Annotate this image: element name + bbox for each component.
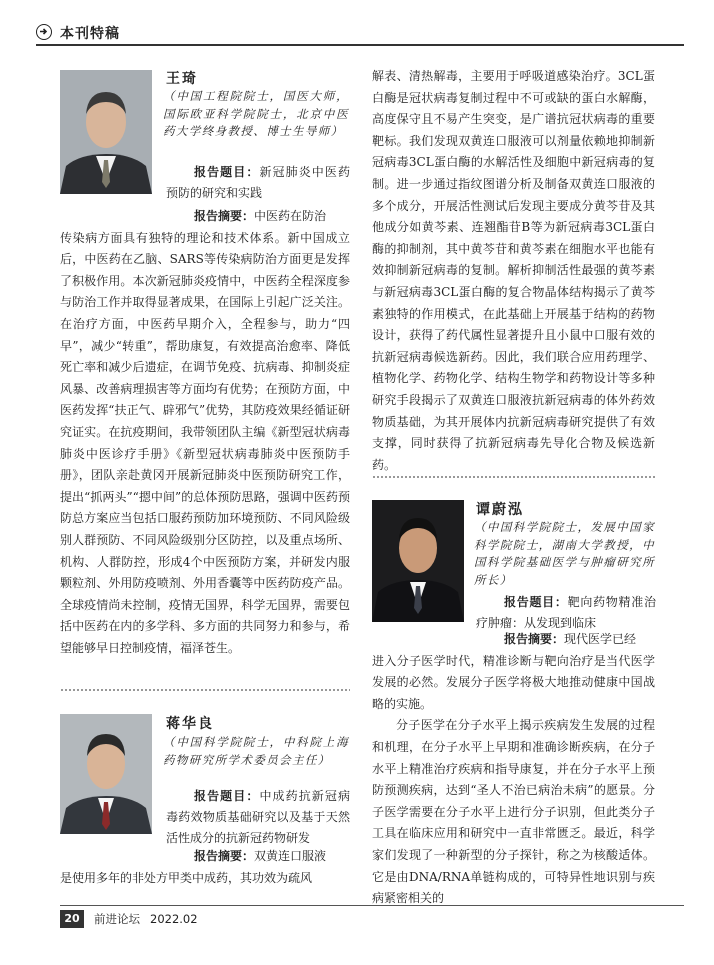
section-title: 本刊特稿 <box>60 26 120 42</box>
report-title-label: 报告题目： <box>194 789 260 803</box>
abstract-head: 中医药在防治 <box>254 209 327 223</box>
expert-abstract <box>60 846 350 889</box>
report-title <box>476 592 656 634</box>
page-number: 20 <box>60 910 84 928</box>
expert-abstract <box>60 206 350 659</box>
expert-name: 谭蔚泓 <box>476 502 524 518</box>
expert-photo-wang-qi <box>60 70 152 194</box>
expert-abstract-continued <box>372 66 655 476</box>
journal-name: 前进论坛 <box>94 912 140 926</box>
report-title-label: 报告题目： <box>194 165 260 179</box>
abstract-label: 报告摘要： <box>504 632 565 646</box>
report-title <box>166 162 350 204</box>
journal-info <box>94 911 198 927</box>
page-header <box>0 0 714 46</box>
report-title-text: 靶向药物精准治疗肿瘤：从发现到临床 <box>476 595 656 630</box>
header-rule <box>36 44 684 46</box>
page-footer <box>0 905 714 935</box>
report-title-text: 新冠肺炎中医药预防的研究和实践 <box>166 165 350 200</box>
abstract-head: 现代医学已经 <box>564 632 637 646</box>
abstract-head: 双黄连口服液 <box>254 849 327 863</box>
expert-name: 蒋华良 <box>166 716 214 732</box>
expert-name: 王琦 <box>166 71 198 87</box>
abstract-text: 是使用多年的非处方甲类中成药，其功效为疏风 <box>60 870 313 885</box>
arrow-right-circle-icon <box>36 24 52 40</box>
section-separator <box>372 474 655 480</box>
report-title <box>166 786 350 849</box>
abstract-text: 传染病方面具有独特的理论和技术体系。新中国成立后，中医药在乙脑、SARS等传染病防治方面更是发挥了积极作用。本次新冠肺炎疫情中，中医药全程深度参与防治工作并取得显著成果，在国际上引起广泛关注。在治疗方面，中医药早期介入，全程参与，助力“四早”，减少“转重”，帮助康复，有效提高治愈率、降低死亡率和减少后遗症，在调节免疫、抗病毒、抑制炎症风暴、改善病理损害等方面均有优势；在预防方面，中医药发挥“扶正气、辟邪气”优势，其防疫效果经循证研究证实。在抗疫期间，我带领团队主编《新型冠状病毒肺炎中医诊疗手册》《新型冠状病毒肺炎中医预防手册》，团队亲赴黄冈开展新冠肺炎中医预防研究工作，提出“抓两头”“摁中间”的总体预防思路，强调中医药预防总方案应当包括口服药预防加环境预防、不同风险级别人群预防、不同风险级别分区防控，以及重点场所、机构、人群防控，形成4个中医预防方案，并研发内服颗粒剂、外用防疫喷剂、外用香囊等中医药防疫产品。全球疫情尚未控制，疫情无国界，科学无国界，需要包括中医药在内的多学科、多方面的共同努力和参与，希望能够早日控制疫情，福泽苍生。 <box>60 230 350 655</box>
expert-affiliation: （中国科学院院士，中科院上海药物研究所学术委员会主任） <box>163 735 349 767</box>
expert-affiliation: （中国工程院院士，国医大师，国际欧亚科学院院士，北京中医药大学终身教授、博士生导师） <box>163 89 349 138</box>
expert-affiliation: （中国科学院院士，发展中国家科学院院士，湖南大学教授，中国科学院基础医学与肿瘤研究所所长） <box>474 520 655 587</box>
abstract-text: 进入分子医学时代，精准诊断与靶向治疗是当代医学发展的必然。发展分子医学将极大地推动健康中国战略的实施。 <box>372 653 655 711</box>
issue-date: 2022.02 <box>150 912 198 926</box>
report-title-label: 报告题目： <box>504 595 568 609</box>
section-separator <box>60 687 350 693</box>
expert-photo-jiang-hualiang <box>60 714 152 834</box>
abstract-label: 报告摘要： <box>194 209 255 223</box>
abstract-label: 报告摘要： <box>194 849 255 863</box>
abstract-text-paragraph-2: 分子医学在分子水平上揭示疾病发生发展的过程和机理，在分子水平上早期和准确诊断疾病，在分子水平上精准治疗疾病和指导康复，并在分子水平上预防预测疾病，达到“圣人不治已病治未病”的愿景。分子医学需要在分子水平上进行分子识别，但此类分子工具在临床应用和研究中一直非常匮乏。最近，科学家们发现了一种新型的分子探针，称之为核酸适体。它是由DNA/RNA单链构成的，可特异性地识别与疾病紧密相关的 <box>372 718 655 906</box>
footer-rule <box>60 905 684 906</box>
expert-abstract <box>372 629 655 910</box>
report-title-text: 中成药抗新冠病毒药效物质基础研究以及基于天然活性成分的抗新冠药物研发 <box>166 789 350 845</box>
abstract-text: 解表、清热解毒，主要用于呼吸道感染治疗。3CL蛋白酶是冠状病毒复制过程中不可或缺的蛋白水解酶，高度保守且不易产生突变，是广谱抗冠状病毒的重要靶标。我们发现双黄连口服液可以剂量依赖地抑制新冠病毒3CL蛋白酶的水解活性及细胞中新冠病毒的复制。进一步通过指纹图谱分析及制备双黄连口服液的多个成分，开展活性测试后发现主要成分黄芩苷及其他成分如黄芩素、连翘酯苷B等为新冠病毒3CL蛋白酶的抑制剂，其中黄芩苷和黄芩素在细胞水平也能有效抑制新冠病毒的复制。解析抑制活性最强的黄芩素与新冠病毒3CL蛋白酶的复合物晶体结构揭示了黄芩素独特的作用模式，在此基础上开展基于结构的药物设计，获得了药代属性显著提升且小鼠中口服有效的抗新冠病毒候选新药。因此，我们联合应用药理学、植物化学、药物化学、结构生物学和药物设计等多种研究手段揭示了双黄连口服液抗新冠病毒的体外药效物质基础，为其开展体内抗新冠病毒研究提供了有效支撑，同时获得了抗新冠病毒先导化合物及候选新药。 <box>372 69 655 472</box>
expert-photo-tan-weihong <box>372 500 464 622</box>
